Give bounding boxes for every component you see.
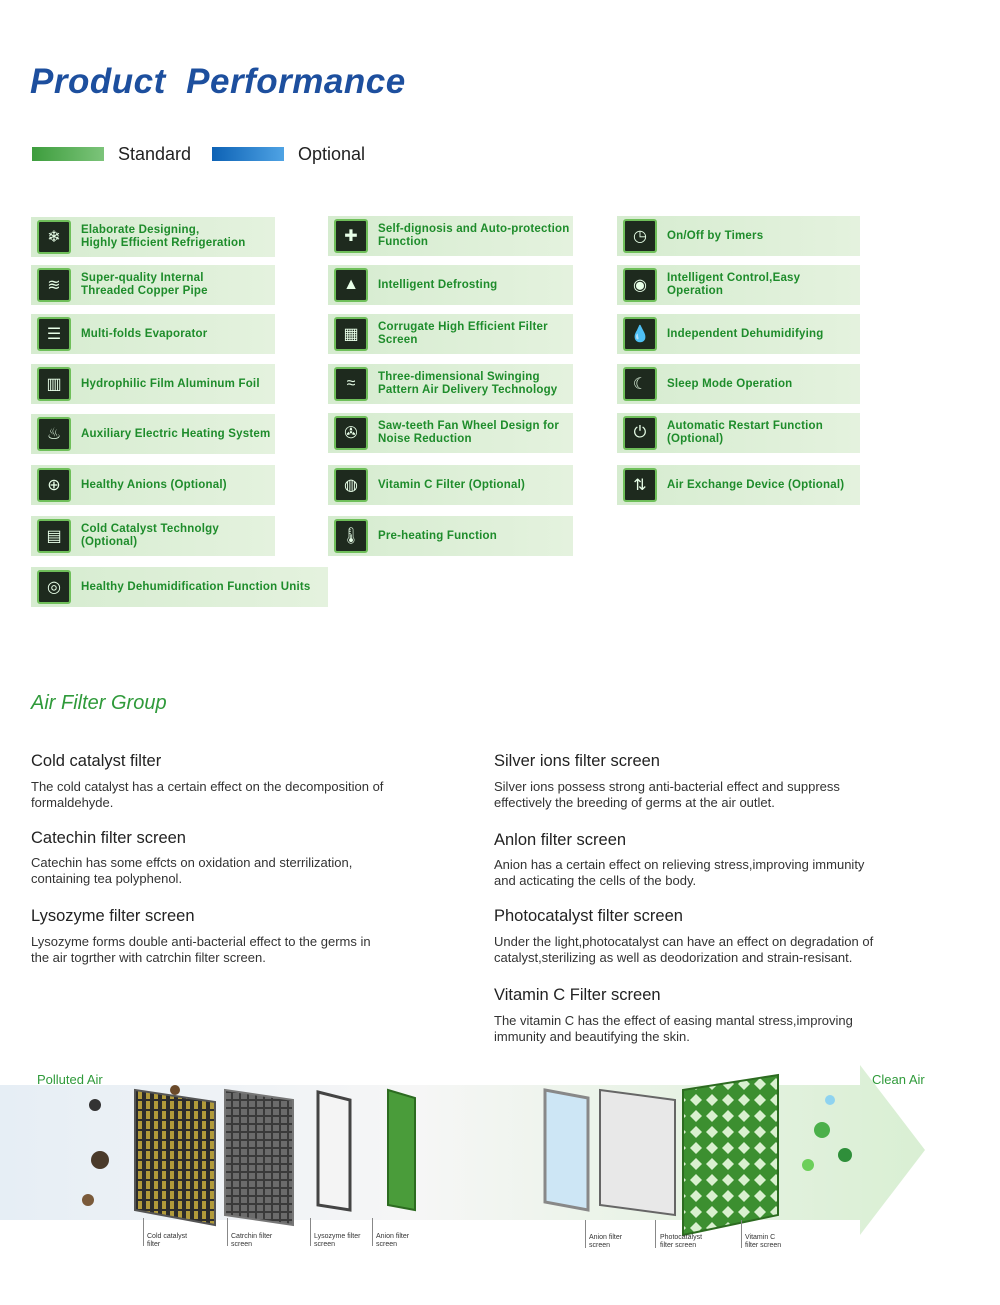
feature-item [31, 217, 275, 257]
feature-label: Multi-folds Evaporator [81, 327, 208, 340]
refrigeration-icon: ❄ [37, 220, 71, 254]
feature-item [328, 413, 573, 453]
legend-optional [212, 143, 365, 165]
feature-item [617, 314, 860, 354]
feature-item [31, 516, 275, 556]
cold-catalyst-icon: ▤ [37, 519, 71, 553]
feature-label: Threaded Copper Pipe [81, 285, 208, 297]
filter-description: The cold catalyst has a certain effect on the decomposition of formaldehyde. [31, 779, 384, 810]
feature-item [31, 364, 275, 404]
feature-item [328, 465, 573, 505]
filter-caption: Anion filter screen [376, 1233, 410, 1248]
self-diagnosis-icon: ✚ [334, 219, 368, 253]
caption-leader [227, 1218, 228, 1246]
sleep-icon: ☾ [623, 367, 657, 401]
copper-pipe-icon: ≋ [37, 268, 71, 302]
feature-label: Pattern Air Delivery Technology [378, 384, 558, 396]
catechin-filter [225, 1090, 293, 1225]
filter-caption: Catrchin filter screen [231, 1233, 273, 1248]
timer-icon: ◷ [623, 219, 657, 253]
feature-item [617, 265, 860, 305]
filter-heading: Photocatalyst filter screen [494, 907, 683, 925]
feature-item [328, 216, 573, 256]
feature-label: Cold Catalyst Technolgy [81, 523, 219, 535]
evaporator-icon: ☰ [37, 317, 71, 351]
caption-leader [310, 1218, 311, 1246]
feature-label: Function [378, 236, 429, 248]
feature-label: Independent Dehumidifying [667, 327, 824, 340]
filter-heading: Anlon filter screen [494, 831, 627, 849]
feature-label: Super-quality Internal [81, 272, 204, 284]
filter-heading: Catechin filter screen [31, 829, 186, 847]
feature-label: Healthy Anions (Optional) [81, 478, 227, 491]
feature-label: Auxiliary Electric Heating System [81, 427, 271, 440]
filter-description: The vitamin C has the effect of easing mantal stress,improving immunity and beautifying the skin. [494, 1013, 853, 1044]
vitamin-c-filter [683, 1075, 778, 1235]
anion-filter-right [545, 1090, 588, 1210]
caption-leader [372, 1218, 373, 1246]
clean-droplet [814, 1122, 830, 1138]
filter-description: Catechin has some effcts on oxidation and sterrilization, containing tea polyphenol. [31, 855, 353, 886]
filter-caption: Vitamin C filter screen [745, 1234, 782, 1249]
feature-item [617, 216, 860, 256]
optional-swatch [212, 147, 284, 161]
feature-label: Operation [667, 285, 724, 297]
clean-droplet [838, 1148, 852, 1162]
fan-wheel-icon: ✇ [334, 416, 368, 450]
filter-screen-icon: ▦ [334, 317, 368, 351]
feature-label: Screen [378, 334, 418, 346]
feature-label: Automatic Restart Function [667, 420, 823, 432]
feature-label: Elaborate Designing, [81, 224, 200, 236]
feature-item [31, 314, 275, 354]
filter-caption: Anion filter screen [589, 1234, 623, 1249]
feature-item [31, 465, 275, 505]
caption-leader [741, 1220, 742, 1248]
filter-caption: Cold catalyst filter [147, 1233, 188, 1248]
feature-item [31, 265, 275, 305]
filter-description: Lysozyme forms double anti-bacterial effect to the germs in the air togrther with catrchin filter screen. [31, 934, 371, 965]
defrosting-icon: ▲ [334, 268, 368, 302]
filter-caption: Lysozyme filter screen [314, 1233, 361, 1248]
anion-icon: ⊕ [37, 468, 71, 502]
feature-label: Corrugate High Efficient Filter [378, 321, 548, 333]
filter-description: Anion has a certain effect on relieving stress,improving immunity and acticating the cells of the body. [494, 857, 865, 888]
dehumidification-icon: ◎ [37, 570, 71, 604]
feature-item [328, 516, 573, 556]
feature-item [617, 465, 860, 505]
feature-label: Saw-teeth Fan Wheel Design for [378, 420, 560, 432]
dust-particle [91, 1151, 109, 1169]
legend-standard-label: Standard [118, 143, 192, 164]
feature-label: Sleep Mode Operation [667, 377, 793, 390]
filter-heading: Lysozyme filter screen [31, 907, 195, 925]
feature-label: Pre-heating Function [378, 529, 497, 542]
air-exchange-icon: ⇅ [623, 468, 657, 502]
feature-item [617, 413, 860, 453]
aluminum-foil-icon: ▥ [37, 367, 71, 401]
heating-icon: ♨ [37, 417, 71, 451]
feature-label: (Optional) [667, 433, 724, 445]
feature-item [328, 265, 573, 305]
standard-swatch [32, 147, 104, 161]
page-title: Product Performance [30, 62, 406, 101]
feature-item [617, 364, 860, 404]
legend-standard [32, 143, 191, 165]
thermometer-icon: 🌡 [334, 519, 368, 553]
feature-label: Healthy Dehumidification Function Units [81, 580, 311, 593]
dust-particle [170, 1085, 180, 1095]
dust-particle [82, 1194, 94, 1206]
clean-air-label: Clean Air [872, 1072, 925, 1087]
air-swing-icon: ≈ [334, 367, 368, 401]
clean-droplet [802, 1159, 814, 1171]
feature-label: Intelligent Control,Easy [667, 272, 801, 284]
lysozyme-filter [318, 1092, 350, 1210]
restart-icon: ⏻ [623, 416, 657, 450]
dehumidify-icon: 💧 [623, 317, 657, 351]
air-flow-illustration [0, 1060, 1000, 1305]
feature-label: Noise Reduction [378, 433, 472, 445]
filter-description: Under the light,photocatalyst can have an effect on degradation of catalyst,sterilizing as well as deodorization and strain-resisant. [494, 934, 874, 965]
feature-label: Intelligent Defrosting [378, 278, 498, 291]
polluted-air-label: Polluted Air [37, 1072, 103, 1087]
legend-optional-label: Optional [298, 143, 366, 164]
air-flow-banner [0, 1060, 1000, 1305]
filter-heading: Vitamin C Filter screen [494, 986, 661, 1004]
feature-label: Self-dignosis and Auto-protection [378, 223, 570, 235]
feature-item [328, 314, 573, 354]
feature-label: Three-dimensional Swinging [378, 371, 540, 383]
filter-caption: Photocatalyst filter screen [660, 1234, 703, 1249]
vitamin-c-icon: ◍ [334, 468, 368, 502]
eye-control-icon: ◉ [623, 268, 657, 302]
feature-label: Vitamin C Filter (Optional) [378, 478, 526, 491]
feature-label: On/Off by Timers [667, 229, 764, 242]
caption-leader [143, 1218, 144, 1246]
feature-label: Hydrophilic Film Aluminum Foil [81, 377, 260, 390]
photocatalyst-filter [600, 1090, 675, 1215]
caption-leader [585, 1220, 586, 1248]
filter-heading: Cold catalyst filter [31, 752, 162, 770]
feature-label: (Optional) [81, 536, 138, 548]
anion-filter-left [388, 1090, 415, 1210]
caption-leader [655, 1220, 656, 1248]
dust-particle [89, 1099, 101, 1111]
feature-item [328, 364, 573, 404]
feature-item [31, 567, 328, 607]
section-title: Air Filter Group [31, 692, 167, 714]
feature-item [31, 414, 275, 454]
clean-droplet [825, 1095, 835, 1105]
filter-description: Silver ions possess strong anti-bacterial effect and suppress effectively the breeding of germs at the air outlet. [494, 779, 840, 810]
feature-label: Air Exchange Device (Optional) [667, 478, 845, 491]
feature-label: Highly Efficient Refrigeration [81, 237, 246, 249]
cold-catalyst-filter [135, 1090, 215, 1225]
filter-heading: Silver ions filter screen [494, 752, 660, 770]
